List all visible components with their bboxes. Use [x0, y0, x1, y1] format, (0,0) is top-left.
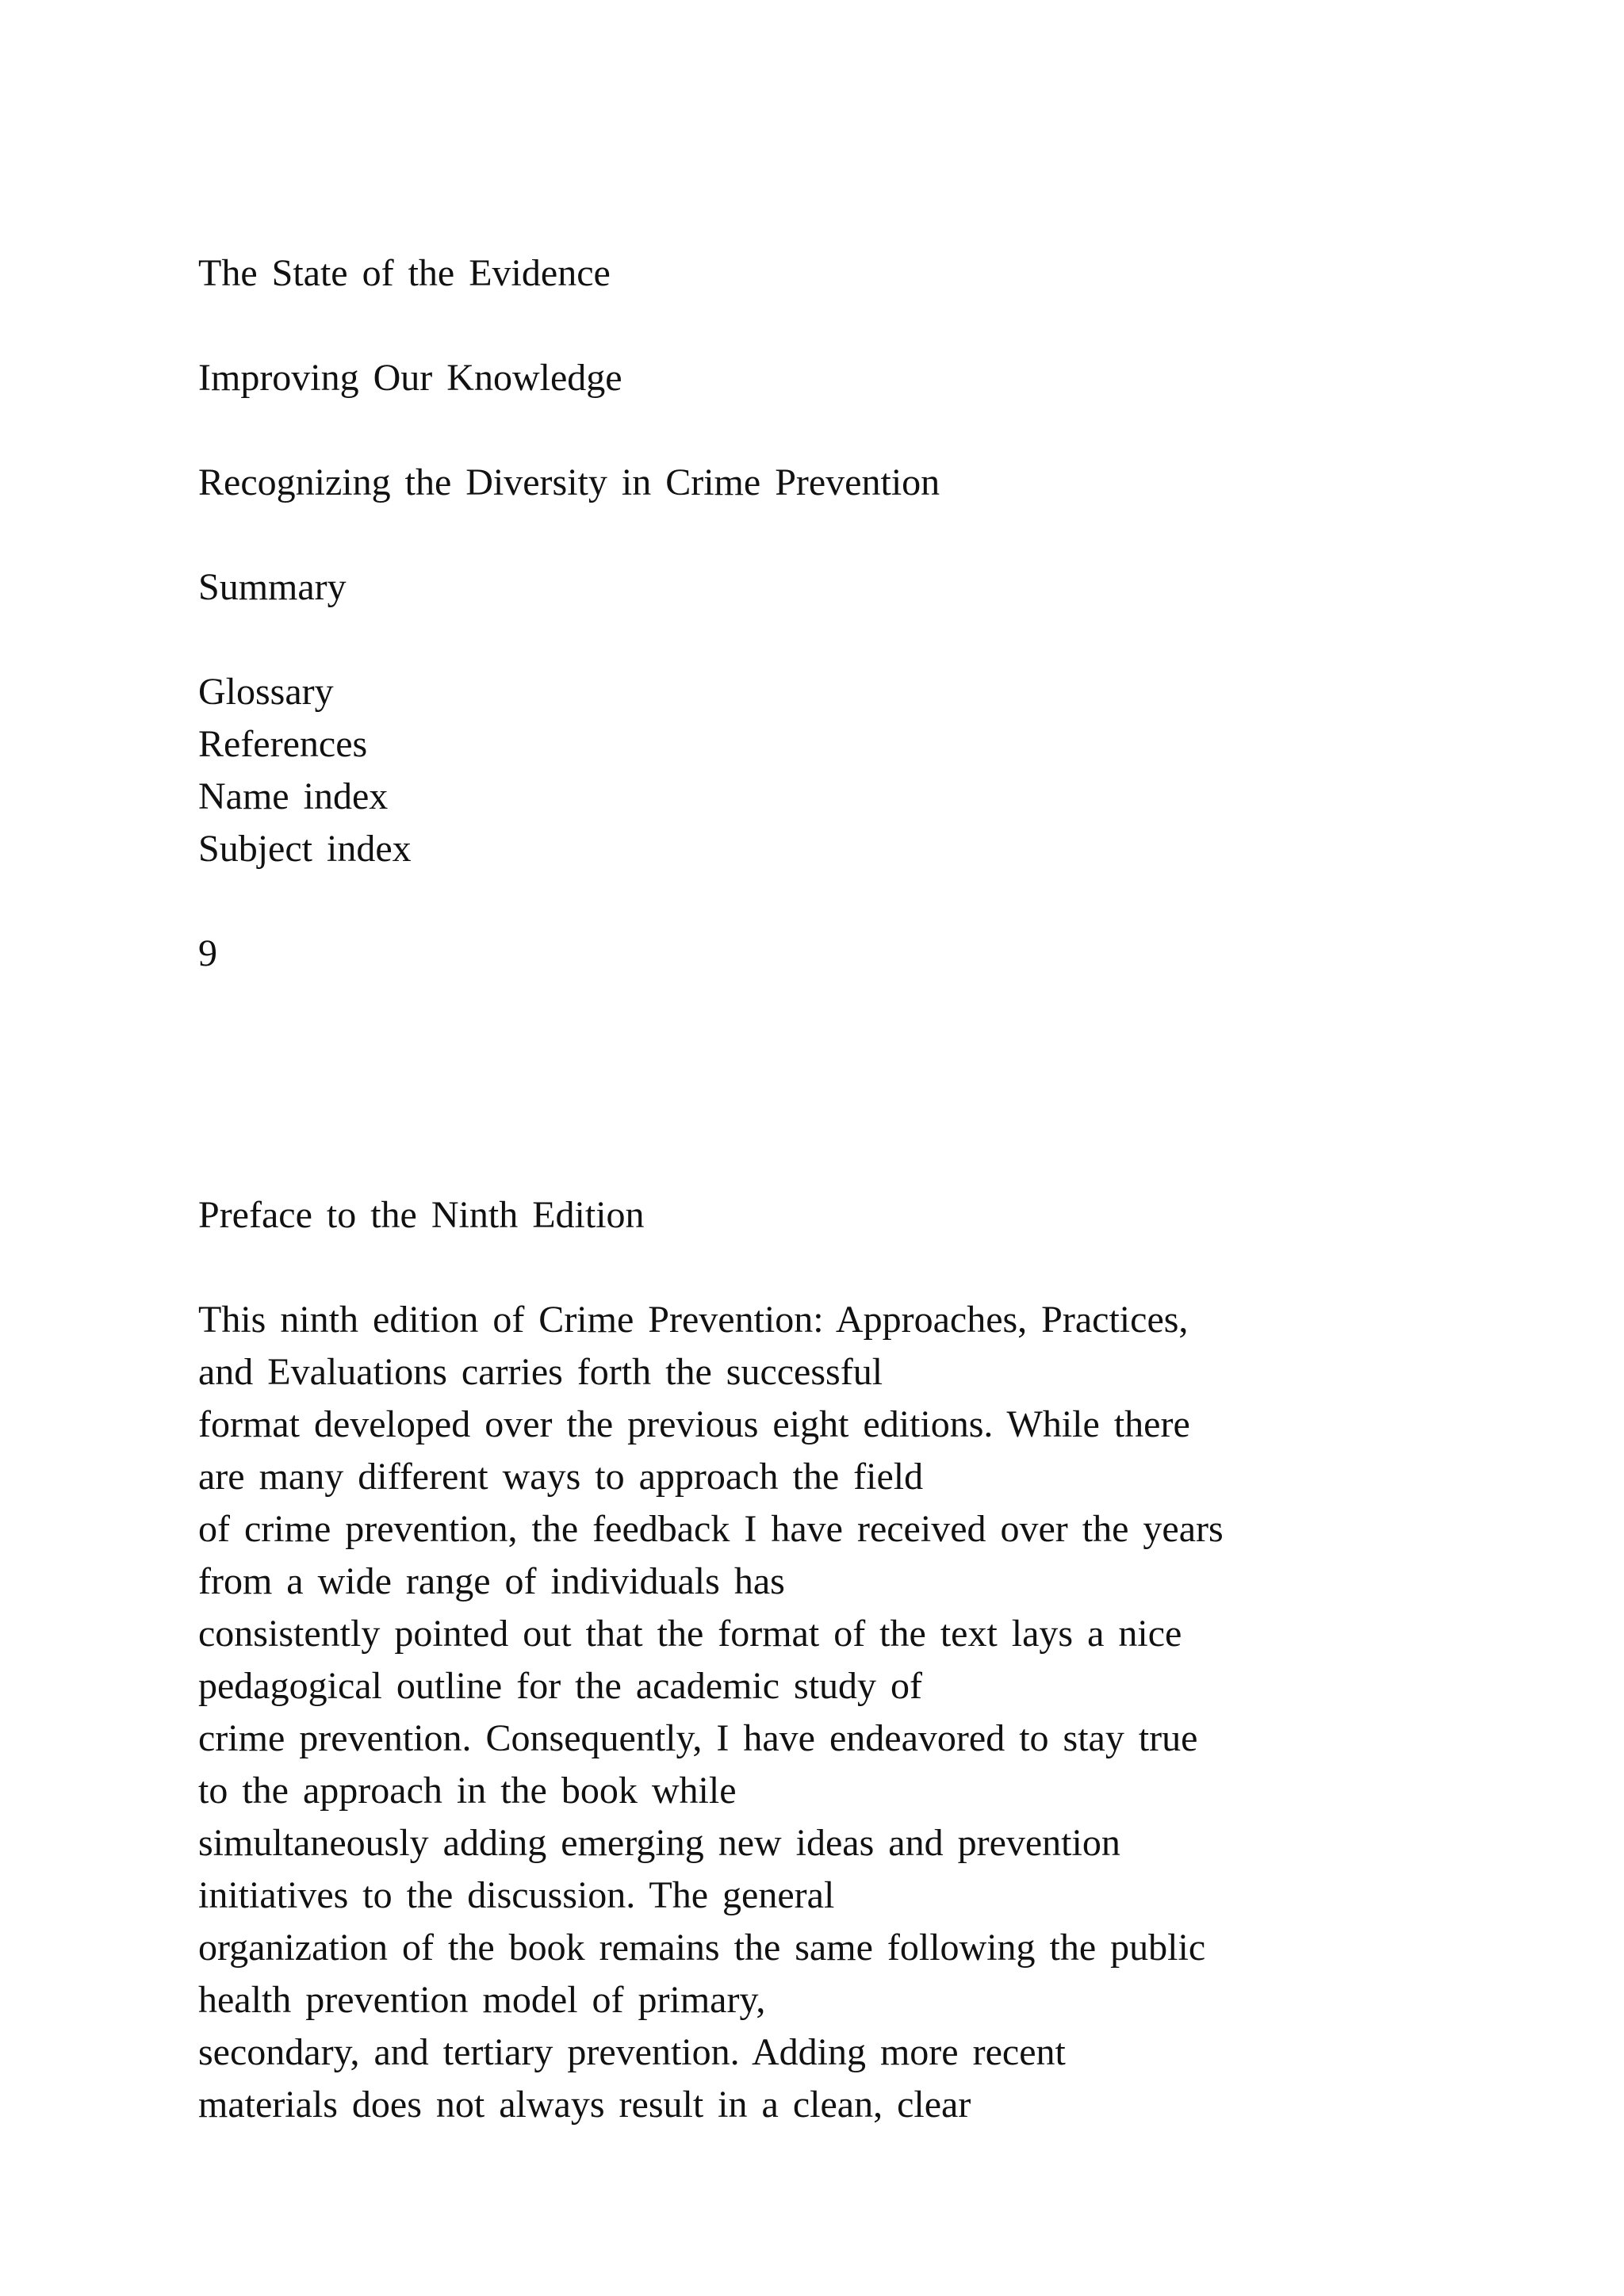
preface-heading: Preface to the Ninth Edition: [198, 1194, 645, 1236]
preface-line: consistently pointed out that the format of the text lays a nice: [198, 1613, 1182, 1655]
spacer: [198, 1242, 1435, 1294]
preface-line: This ninth edition of Crime Prevention: Approaches, Practices,: [198, 1299, 1189, 1341]
preface-line: organization of the book remains the same following the public: [198, 1927, 1206, 1969]
toc-entry-subject-index: Subject index: [198, 828, 412, 870]
preface-line: format developed over the previous eight editions. While there: [198, 1403, 1190, 1445]
toc-entry-summary: Summary: [198, 566, 347, 608]
page-number: 9: [198, 932, 217, 974]
toc-entry-improving-knowledge: Improving Our Knowledge: [198, 357, 622, 399]
preface-line: simultaneously adding emerging new ideas and prevention: [198, 1822, 1120, 1864]
preface-line: secondary, and tertiary prevention. Adding more recent: [198, 2031, 1066, 2073]
preface-line: initiatives to the discussion. The general: [198, 1874, 835, 1916]
preface-line: to the approach in the book while: [198, 1770, 737, 1812]
preface-line: crime prevention. Consequently, I have endeavored to stay true: [198, 1717, 1198, 1759]
toc-entry-recognizing-diversity: Recognizing the Diversity in Crime Prevention: [198, 461, 940, 503]
spacer: [198, 404, 1435, 457]
spacer: [198, 614, 1435, 666]
toc-entry-references: References: [198, 723, 368, 765]
spacer: [198, 875, 1435, 928]
spacer: [198, 300, 1435, 352]
preface-line: from a wide range of individuals has: [198, 1560, 785, 1602]
document-page: [198, 247, 1435, 2131]
toc-entry-name-index: Name index: [198, 775, 389, 817]
toc-entry-glossary: Glossary: [198, 671, 334, 713]
toc-entry-state-of-evidence: The State of the Evidence: [198, 252, 611, 294]
preface-line: and Evaluations carries forth the successful: [198, 1351, 883, 1393]
preface-line: pedagogical outline for the academic study of: [198, 1665, 923, 1707]
preface-line: materials does not always result in a clean, clear: [198, 2084, 971, 2126]
preface-body: [198, 1294, 1435, 2131]
spacer: [198, 980, 1435, 1189]
spacer: [198, 509, 1435, 561]
preface-line: health prevention model of primary,: [198, 1979, 766, 2021]
preface-line: of crime prevention, the feedback I have received over the years: [198, 1508, 1224, 1550]
preface-line: are many different ways to approach the field: [198, 1456, 924, 1498]
